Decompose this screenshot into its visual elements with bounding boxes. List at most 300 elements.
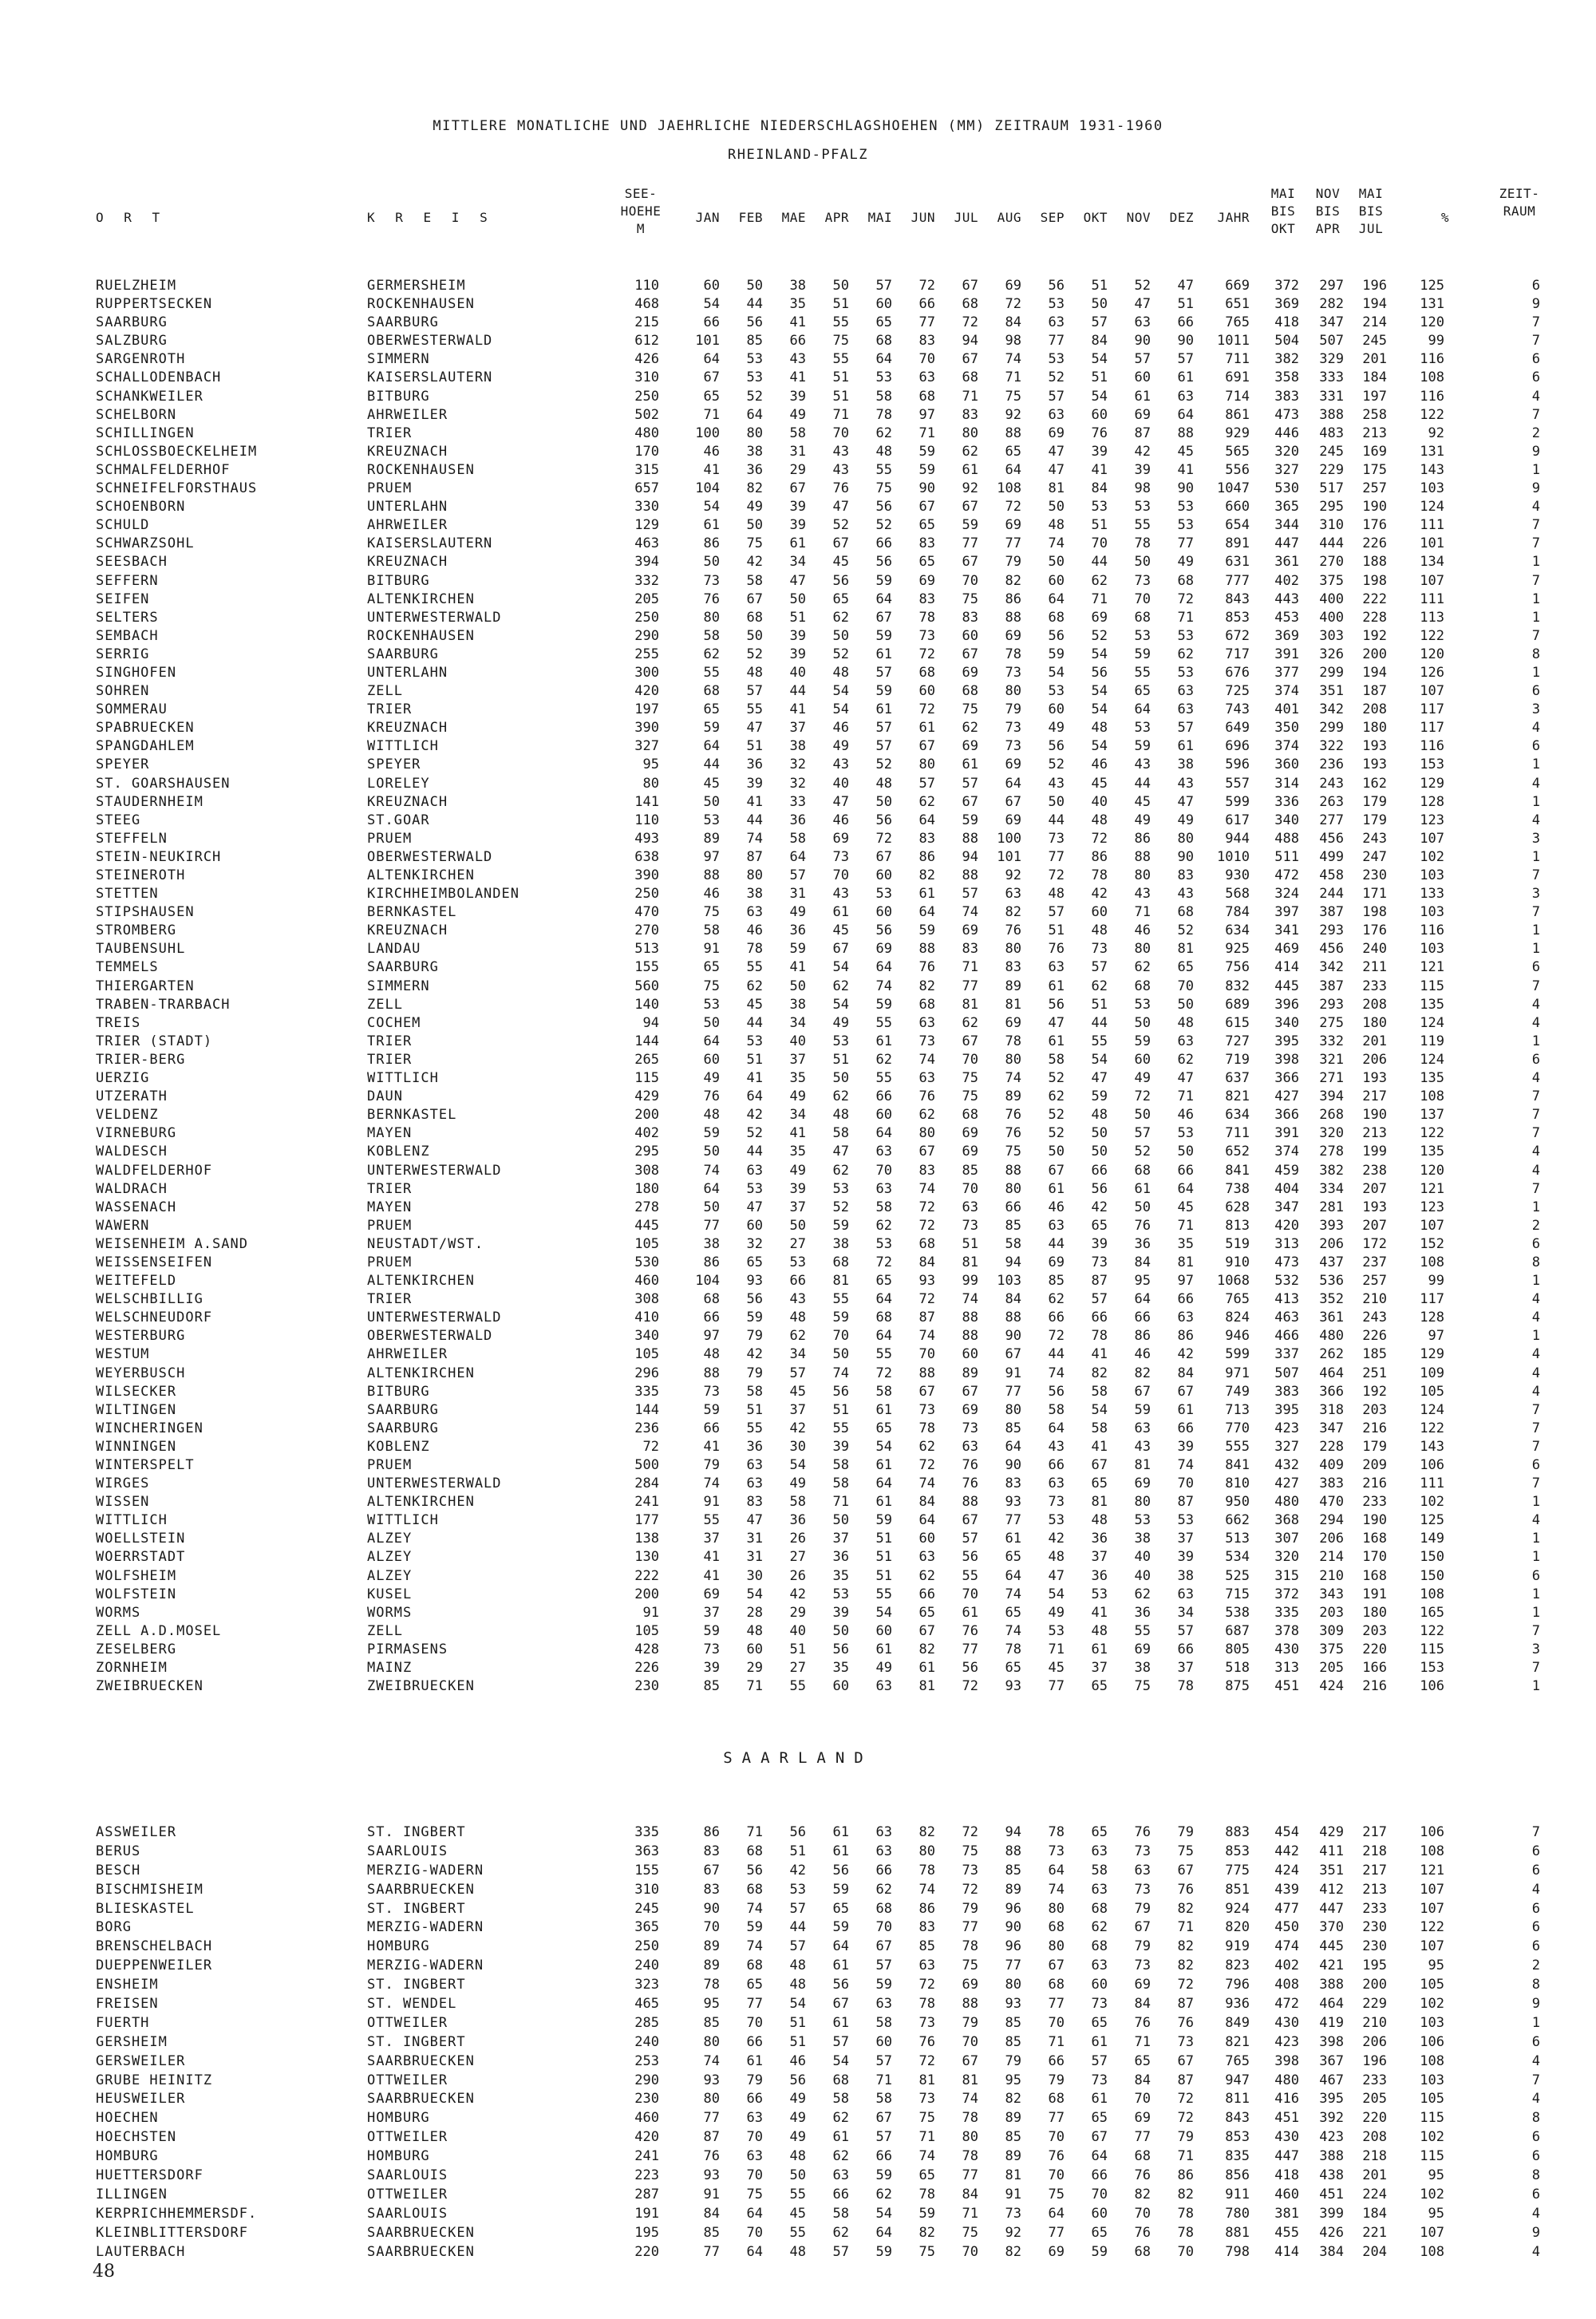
cell-apr: 63 [832, 2167, 849, 2184]
cell-mai: 54 [875, 1438, 892, 1455]
cell-mae: 32 [789, 757, 806, 773]
cell-okt: 51 [1091, 278, 1108, 294]
cell-jun: 73 [918, 627, 935, 644]
table-row [0, 885, 1596, 903]
cell-sep: 68 [1048, 1919, 1065, 1936]
cell-feb: 52 [746, 1125, 763, 1142]
cell-seehoehe: 241 [634, 2148, 659, 2165]
cell-zeitraum: 1 [1531, 609, 1540, 626]
cell-dez: 87 [1177, 2072, 1194, 2088]
cell-nov: 80 [1134, 941, 1151, 958]
cell-zeitraum: 4 [1531, 1881, 1540, 1898]
cell-mai-okt: 361 [1274, 554, 1299, 571]
cell-sep: 45 [1048, 1660, 1065, 1677]
cell-apr: 81 [832, 1273, 849, 1290]
cell-sep: 70 [1048, 2129, 1065, 2146]
cell-apr: 39 [832, 1438, 849, 1455]
cell-sep: 64 [1048, 1420, 1065, 1436]
cell-mai-jul: 230 [1362, 1938, 1387, 1955]
cell-okt: 65 [1091, 1217, 1108, 1234]
cell-apr: 56 [832, 1641, 849, 1657]
cell-ort: BRENSCHELBACH [96, 1938, 213, 1955]
cell-sep: 43 [1048, 1438, 1065, 1455]
cell-mai: 67 [875, 848, 892, 865]
cell-aug: 65 [1005, 443, 1021, 460]
cell-mai: 72 [875, 1254, 892, 1270]
cell-dez: 53 [1177, 664, 1194, 681]
cell-feb: 31 [746, 1549, 763, 1566]
cell-nov-apr: 387 [1319, 904, 1344, 921]
cell-aug: 80 [1005, 1051, 1021, 1068]
cell-zeitraum: 1 [1531, 1549, 1540, 1566]
cell-mai: 59 [875, 1977, 892, 1993]
cell-ort: WESTUM [96, 1346, 150, 1363]
cell-mai-okt: 473 [1274, 406, 1299, 423]
cell-jul: 59 [962, 812, 978, 828]
cell-apr: 60 [832, 1678, 849, 1695]
cell-mai-okt: 443 [1274, 591, 1299, 607]
cell-nov-apr: 228 [1319, 1438, 1344, 1455]
table-row [0, 1401, 1596, 1420]
cell-jul: 79 [962, 1900, 978, 1917]
cell-okt: 40 [1091, 793, 1108, 810]
cell-jun: 63 [918, 1958, 935, 1974]
cell-nov-apr: 400 [1319, 609, 1344, 626]
cell-jahr: 881 [1225, 2224, 1250, 2241]
cell-feb: 75 [746, 2186, 763, 2202]
cell-ort: WOELLSTEIN [96, 1531, 186, 1547]
cell-jan: 77 [703, 2243, 720, 2260]
cell-okt: 37 [1091, 1660, 1108, 1677]
cell-mae: 64 [789, 848, 806, 865]
cell-jul: 68 [962, 683, 978, 700]
cell-percent: 115 [1420, 1641, 1444, 1657]
cell-zeitraum: 4 [1531, 499, 1540, 516]
cell-mae: 48 [789, 1958, 806, 1974]
cell-ort: SOMMERAU [96, 701, 168, 718]
cell-jahr: 654 [1225, 517, 1250, 534]
cell-percent: 101 [1420, 535, 1444, 552]
table-row [0, 350, 1596, 369]
cell-jan: 93 [703, 2167, 720, 2184]
table-saarland [0, 1823, 1596, 2262]
cell-jan: 80 [703, 609, 720, 626]
cell-zeitraum: 9 [1531, 2224, 1540, 2241]
cell-seehoehe: 220 [634, 2243, 659, 2260]
cell-dez: 63 [1177, 1033, 1194, 1049]
cell-nov: 47 [1134, 296, 1151, 313]
cell-apr: 43 [832, 886, 849, 903]
cell-percent: 108 [1420, 2243, 1444, 2260]
cell-aug: 91 [1005, 1365, 1021, 1381]
cell-mai-okt: 418 [1274, 314, 1299, 331]
cell-ort: ZWEIBRUECKEN [96, 1678, 203, 1695]
cell-ort: ZELL A.D.MOSEL [96, 1622, 222, 1639]
cell-sep: 81 [1048, 480, 1065, 497]
cell-dez: 51 [1177, 296, 1194, 313]
cell-dez: 50 [1177, 996, 1194, 1013]
cell-jan: 75 [703, 978, 720, 994]
cell-kreis: SAARBURG [367, 1401, 439, 1418]
cell-jul: 57 [962, 886, 978, 903]
cell-mai: 66 [875, 1088, 892, 1105]
cell-jahr: 835 [1225, 2148, 1250, 2165]
cell-mai: 48 [875, 443, 892, 460]
cell-seehoehe: 278 [634, 1199, 659, 1215]
table-row [0, 1033, 1596, 1051]
cell-feb: 65 [746, 1254, 763, 1270]
cell-zeitraum: 6 [1531, 683, 1540, 700]
cell-percent: 126 [1420, 664, 1444, 681]
cell-mae: 39 [789, 499, 806, 516]
cell-feb: 78 [746, 941, 763, 958]
cell-nov-apr: 329 [1319, 351, 1344, 368]
cell-jan: 37 [703, 1531, 720, 1547]
table-row [0, 1456, 1596, 1475]
cell-seehoehe: 144 [634, 1401, 659, 1418]
table-row [0, 922, 1596, 940]
cell-nov-apr: 281 [1319, 1199, 1344, 1215]
cell-dez: 66 [1177, 1162, 1194, 1179]
cell-jul: 94 [962, 333, 978, 350]
cell-aug: 91 [1005, 2186, 1021, 2202]
cell-sep: 69 [1048, 1254, 1065, 1270]
cell-zeitraum: 1 [1531, 591, 1540, 607]
cell-sep: 53 [1048, 1622, 1065, 1639]
cell-okt: 57 [1091, 1291, 1108, 1308]
cell-kreis: GERMERSHEIM [367, 278, 466, 294]
cell-seehoehe: 195 [634, 2224, 659, 2241]
cell-nov: 63 [1134, 314, 1151, 331]
cell-mai-okt: 511 [1274, 848, 1299, 865]
cell-sep: 61 [1048, 1033, 1065, 1049]
cell-mai: 57 [875, 664, 892, 681]
cell-nov-apr: 419 [1319, 2014, 1344, 2031]
cell-mae: 53 [789, 1254, 806, 1270]
cell-mae: 41 [789, 1125, 806, 1142]
cell-seehoehe: 493 [634, 830, 659, 847]
header-nov-apr: NOV BIS APR [1315, 186, 1341, 236]
cell-jahr: 672 [1225, 627, 1250, 644]
cell-mai-jul: 240 [1362, 941, 1387, 958]
cell-sep: 76 [1048, 941, 1065, 958]
cell-nov-apr: 388 [1319, 406, 1344, 423]
cell-mai-okt: 314 [1274, 775, 1299, 792]
cell-aug: 89 [1005, 2110, 1021, 2127]
cell-feb: 62 [746, 978, 763, 994]
cell-mae: 27 [789, 1660, 806, 1677]
cell-ort: SOHREN [96, 683, 150, 700]
cell-percent: 121 [1420, 1862, 1444, 1879]
table-row [0, 498, 1596, 516]
cell-percent: 115 [1420, 978, 1444, 994]
cell-jahr: 687 [1225, 1622, 1250, 1639]
cell-kreis: SAARLOUIS [367, 1843, 448, 1859]
cell-apr: 62 [832, 978, 849, 994]
cell-jun: 86 [918, 848, 935, 865]
cell-nov: 70 [1134, 591, 1151, 607]
cell-jun: 78 [918, 1996, 935, 2013]
cell-mai: 65 [875, 1273, 892, 1290]
cell-mae: 44 [789, 683, 806, 700]
cell-percent: 135 [1420, 1070, 1444, 1087]
cell-jul: 81 [962, 996, 978, 1013]
cell-nov-apr: 384 [1319, 2243, 1344, 2260]
table-row [0, 1586, 1596, 1604]
cell-sep: 47 [1048, 443, 1065, 460]
cell-zeitraum: 6 [1531, 1051, 1540, 1068]
cell-seehoehe: 390 [634, 867, 659, 883]
cell-mai-okt: 474 [1274, 1938, 1299, 1955]
cell-seehoehe: 129 [634, 517, 659, 534]
cell-mae: 49 [789, 1088, 806, 1105]
cell-mai: 62 [875, 1051, 892, 1068]
table-row [0, 812, 1596, 830]
cell-ort: KLEINBLITTERSDORF [96, 2224, 248, 2241]
cell-mae: 37 [789, 1199, 806, 1215]
cell-feb: 28 [746, 1604, 763, 1621]
cell-dez: 35 [1177, 1235, 1194, 1252]
cell-mai: 55 [875, 1346, 892, 1363]
cell-apr: 58 [832, 1125, 849, 1142]
cell-mai-jul: 209 [1362, 1457, 1387, 1473]
cell-nov-apr: 470 [1319, 1494, 1344, 1511]
cell-okt: 56 [1091, 1180, 1108, 1197]
cell-zeitraum: 7 [1531, 1438, 1540, 1455]
cell-seehoehe: 460 [634, 1273, 659, 1290]
cell-jahr: 628 [1225, 1199, 1250, 1215]
cell-sep: 68 [1048, 2091, 1065, 2108]
cell-jul: 78 [962, 2110, 978, 2127]
cell-jan: 88 [703, 1365, 720, 1381]
cell-kreis: TRIER [367, 425, 413, 441]
cell-percent: 119 [1420, 1033, 1444, 1049]
cell-jahr: 843 [1225, 591, 1250, 607]
cell-apr: 61 [832, 1824, 849, 1840]
cell-mai: 63 [875, 1824, 892, 1840]
cell-jun: 86 [918, 1900, 935, 1917]
header-feb: FEB [738, 210, 763, 225]
cell-jahr: 924 [1225, 1900, 1250, 1917]
cell-aug: 93 [1005, 1678, 1021, 1695]
cell-jul: 57 [962, 775, 978, 792]
table-row [0, 1918, 1596, 1938]
table-row [0, 2186, 1596, 2205]
cell-mai-jul: 206 [1362, 2033, 1387, 2050]
table-row [0, 867, 1596, 885]
cell-kreis: HOMBURG [367, 1938, 430, 1955]
table-row [0, 940, 1596, 958]
cell-seehoehe: 445 [634, 1217, 659, 1234]
cell-seehoehe: 223 [634, 2167, 659, 2184]
cell-zeitraum: 7 [1531, 627, 1540, 644]
cell-mai-jul: 166 [1362, 1660, 1387, 1677]
cell-kreis: KAISERSLAUTERN [367, 369, 493, 386]
cell-sep: 73 [1048, 1843, 1065, 1859]
cell-jan: 101 [695, 333, 720, 350]
cell-mae: 39 [789, 627, 806, 644]
cell-jan: 46 [703, 443, 720, 460]
cell-sep: 50 [1048, 1144, 1065, 1160]
cell-zeitraum: 7 [1531, 572, 1540, 589]
cell-mai-jul: 205 [1362, 2091, 1387, 2108]
table-row [0, 1900, 1596, 1919]
cell-mai-okt: 395 [1274, 1033, 1299, 1049]
header-mai-jul: MAI BIS JUL [1358, 186, 1384, 236]
cell-dez: 47 [1177, 278, 1194, 294]
cell-sep: 56 [1048, 278, 1065, 294]
cell-seehoehe: 141 [634, 793, 659, 810]
cell-jun: 77 [918, 314, 935, 331]
cell-mae: 39 [789, 646, 806, 662]
cell-jun: 83 [918, 333, 935, 350]
cell-ort: HEUSWEILER [96, 2091, 186, 2108]
cell-ort: BORG [96, 1919, 132, 1936]
cell-zeitraum: 3 [1531, 830, 1540, 847]
cell-kreis: WITTLICH [367, 1512, 439, 1529]
cell-mai: 74 [875, 978, 892, 994]
cell-zeitraum: 4 [1531, 2052, 1540, 2069]
cell-jul: 73 [962, 1217, 978, 1234]
cell-seehoehe: 250 [634, 1938, 659, 1955]
cell-nov-apr: 375 [1319, 1641, 1344, 1657]
cell-mai: 54 [875, 1604, 892, 1621]
cell-jan: 88 [703, 867, 720, 883]
cell-dez: 66 [1177, 1291, 1194, 1308]
table-row [0, 1622, 1596, 1641]
cell-mai-jul: 222 [1362, 591, 1387, 607]
cell-mai-jul: 194 [1362, 296, 1387, 313]
cell-mae: 58 [789, 1494, 806, 1511]
cell-mae: 51 [789, 609, 806, 626]
cell-percent: 131 [1420, 296, 1444, 313]
cell-mai-jul: 218 [1362, 2148, 1387, 2165]
cell-dez: 72 [1177, 1977, 1194, 1993]
cell-aug: 65 [1005, 1549, 1021, 1566]
cell-mai-okt: 307 [1274, 1531, 1299, 1547]
cell-dez: 71 [1177, 609, 1194, 626]
cell-mai-jul: 199 [1362, 1144, 1387, 1160]
cell-apr: 55 [832, 1420, 849, 1436]
cell-ort: STEFFELN [96, 830, 168, 847]
cell-aug: 77 [1005, 1958, 1021, 1974]
cell-ort: TRIER-BERG [96, 1051, 186, 1068]
cell-nov: 72 [1134, 1088, 1151, 1105]
cell-mai: 48 [875, 775, 892, 792]
cell-ort: WEISSENSEIFEN [96, 1254, 213, 1270]
cell-okt: 54 [1091, 701, 1108, 718]
cell-kreis: OTTWEILER [367, 2129, 448, 2146]
cell-sep: 56 [1048, 1383, 1065, 1400]
cell-ort: SEESBACH [96, 554, 168, 571]
cell-jan: 49 [703, 1070, 720, 1087]
cell-jan: 73 [703, 1641, 720, 1657]
cell-ort: HUETTERSDORF [96, 2167, 203, 2184]
cell-nov-apr: 303 [1319, 627, 1344, 644]
table-row [0, 2205, 1596, 2224]
cell-mai-okt: 398 [1274, 1051, 1299, 1068]
cell-sep: 66 [1048, 1310, 1065, 1326]
cell-mai-jul: 213 [1362, 425, 1387, 441]
cell-nov-apr: 205 [1319, 1660, 1344, 1677]
cell-mai-okt: 402 [1274, 1958, 1299, 1974]
cell-feb: 46 [746, 922, 763, 939]
cell-jan: 45 [703, 775, 720, 792]
cell-jahr: 765 [1225, 1291, 1250, 1308]
cell-seehoehe: 222 [634, 1567, 659, 1584]
table-row [0, 1106, 1596, 1124]
cell-nov: 57 [1134, 351, 1151, 368]
cell-nov-apr: 293 [1319, 996, 1344, 1013]
cell-mae: 49 [789, 2091, 806, 2108]
table-row [0, 388, 1596, 406]
cell-mai: 62 [875, 1217, 892, 1234]
cell-percent: 116 [1420, 922, 1444, 939]
cell-okt: 68 [1091, 1900, 1108, 1917]
cell-kreis: SAARBRUECKEN [367, 2224, 475, 2241]
cell-nov-apr: 464 [1319, 1365, 1344, 1381]
cell-mai: 75 [875, 480, 892, 497]
cell-okt: 54 [1091, 351, 1108, 368]
cell-aug: 74 [1005, 1586, 1021, 1602]
cell-apr: 62 [832, 2148, 849, 2165]
cell-percent: 95 [1428, 1958, 1444, 1974]
cell-dez: 66 [1177, 1641, 1194, 1657]
cell-nov-apr: 342 [1319, 701, 1344, 718]
header-dez: DEZ [1169, 210, 1194, 225]
cell-jahr: 861 [1225, 406, 1250, 423]
cell-feb: 57 [746, 683, 763, 700]
cell-mae: 26 [789, 1567, 806, 1584]
cell-seehoehe: 465 [634, 1996, 659, 2013]
cell-okt: 63 [1091, 1843, 1108, 1859]
cell-zeitraum: 6 [1531, 369, 1540, 386]
cell-aug: 101 [997, 848, 1021, 865]
cell-kreis: BERNKASTEL [367, 1107, 457, 1124]
cell-okt: 58 [1091, 1420, 1108, 1436]
cell-mai-okt: 360 [1274, 757, 1299, 773]
cell-kreis: TRIER [367, 1291, 413, 1308]
cell-feb: 77 [746, 1996, 763, 2013]
cell-zeitraum: 4 [1531, 1310, 1540, 1326]
cell-jan: 48 [703, 1107, 720, 1124]
cell-nov: 38 [1134, 1531, 1151, 1547]
cell-jan: 50 [703, 1199, 720, 1215]
cell-ort: SEIFEN [96, 591, 150, 607]
table-row [0, 1088, 1596, 1106]
cell-apr: 56 [832, 1862, 849, 1879]
cell-percent: 150 [1420, 1567, 1444, 1584]
cell-okt: 42 [1091, 1199, 1108, 1215]
cell-mai-okt: 430 [1274, 2129, 1299, 2146]
cell-jahr: 714 [1225, 388, 1250, 405]
cell-jan: 95 [703, 1996, 720, 2013]
cell-feb: 51 [746, 1051, 763, 1068]
cell-sep: 67 [1048, 1958, 1065, 1974]
cell-percent: 120 [1420, 1162, 1444, 1179]
cell-percent: 99 [1428, 333, 1444, 350]
cell-ort: UTZERATH [96, 1088, 168, 1105]
cell-nov: 43 [1134, 1438, 1151, 1455]
cell-feb: 80 [746, 425, 763, 441]
table-row [0, 461, 1596, 480]
table-row [0, 2072, 1596, 2091]
cell-feb: 64 [746, 1088, 763, 1105]
cell-mai: 57 [875, 278, 892, 294]
cell-kreis: SIMMERN [367, 351, 430, 368]
table-row [0, 1475, 1596, 1493]
cell-okt: 41 [1091, 1346, 1108, 1363]
